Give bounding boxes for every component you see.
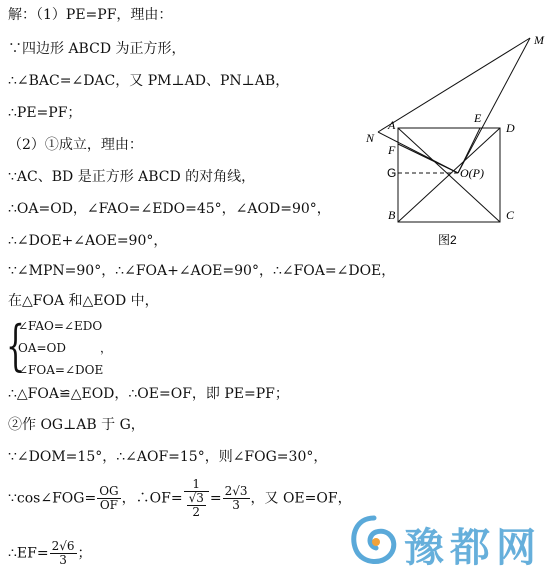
ef-fraction-denominator: 3: [59, 553, 67, 567]
system-line-2: [18, 341, 112, 355]
ef-fraction: [50, 540, 77, 567]
oe-of-text: ，又 OE=OF，: [250, 490, 352, 507]
inner-fraction-denominator: 2: [192, 505, 201, 519]
of-fraction-2: [223, 485, 250, 512]
label-g: G: [387, 166, 397, 180]
of-fraction-2-numerator: 2√3: [224, 484, 248, 498]
solution-line-4: ∴PE=PF；: [8, 105, 82, 121]
inner-fraction-numerator: √3: [188, 491, 204, 505]
inner-fraction: [187, 492, 206, 519]
equals-sign: =: [209, 490, 222, 507]
of-fraction-1-numerator: 1: [184, 478, 209, 492]
geometry-figure: [358, 28, 554, 252]
solution-line-1: 解：（1）PE=PF，理由：: [8, 7, 173, 23]
solution-line-2: ∵四边形 ABCD 为正方形，: [8, 41, 186, 57]
system-line-2-text: OA=OD: [18, 341, 67, 355]
label-m: M: [534, 33, 544, 47]
cos-text: ∵cos∠FOG=: [8, 490, 97, 507]
equation-system: [6, 315, 126, 381]
label-a: A: [388, 118, 396, 132]
solution-line-3: ∴∠BAC=∠DAC，又 PM⊥AD、PN⊥AB，: [8, 73, 290, 89]
watermark-text: 豫都网: [404, 525, 542, 571]
label-d: D: [506, 121, 515, 135]
system-line-1: ∠FAO=∠EDO: [18, 319, 103, 333]
cos-fraction: [97, 485, 120, 512]
system-line-2-tail: ，: [100, 341, 113, 355]
solution-line-6: ∵AC、BD 是正方形 ABCD 的对角线，: [8, 169, 256, 185]
of-fraction-1: [184, 478, 209, 519]
figure-caption: 图2: [438, 233, 457, 247]
ef-text: ∴EF=: [8, 545, 49, 562]
line-om: [458, 38, 530, 173]
line-nm: [378, 38, 530, 132]
cos-fraction-numerator: OG: [99, 484, 119, 498]
solution-line-13: ∵∠DOM=15°，∴∠AOF=15°，则∠FOG=30°，: [8, 449, 328, 465]
solution-line-15: [8, 540, 92, 567]
solution-line-14: [8, 478, 352, 519]
ef-fraction-numerator: 2√6: [51, 539, 75, 553]
solution-line-8: ∴∠DOE+∠AOE=90°，: [8, 233, 168, 249]
ef-tail: ；: [77, 545, 92, 562]
watermark-logo: [346, 510, 556, 578]
solution-line-10: 在△FOA 和△EOD 中，: [8, 293, 159, 309]
of-fraction-1-denominator: [184, 492, 209, 519]
label-b: B: [388, 208, 396, 222]
system-line-3: ∠FOA=∠DOE: [18, 363, 104, 377]
solution-line-9: ∵∠MPN=90°，∴∠FOA+∠AOE=90°，∴∠FOA=∠DOE，: [8, 263, 396, 279]
label-f: F: [388, 143, 396, 157]
solution-line-12: ②作 OG⊥AB 于 G，: [8, 417, 145, 433]
of-text: ，∴OF=: [121, 490, 183, 507]
solution-line-11: ∴△FOA≌△EOD，∴OE=OF，即 PE=PF；: [8, 386, 289, 402]
label-n: N: [366, 131, 375, 145]
watermark-swirl-icon: [346, 512, 402, 572]
label-e: E: [474, 111, 482, 125]
label-o: O(P): [460, 166, 484, 180]
solution-line-7: ∴OA=OD，∠FAO=∠EDO=45°，∠AOD=90°，: [8, 201, 331, 217]
left-brace: {: [6, 314, 25, 377]
line-fo: [398, 144, 458, 173]
of-fraction-2-denominator: 3: [232, 498, 240, 512]
label-c: C: [506, 208, 515, 222]
cos-fraction-denominator: OF: [99, 498, 118, 512]
solution-line-5: （2）①成立，理由：: [8, 137, 143, 153]
